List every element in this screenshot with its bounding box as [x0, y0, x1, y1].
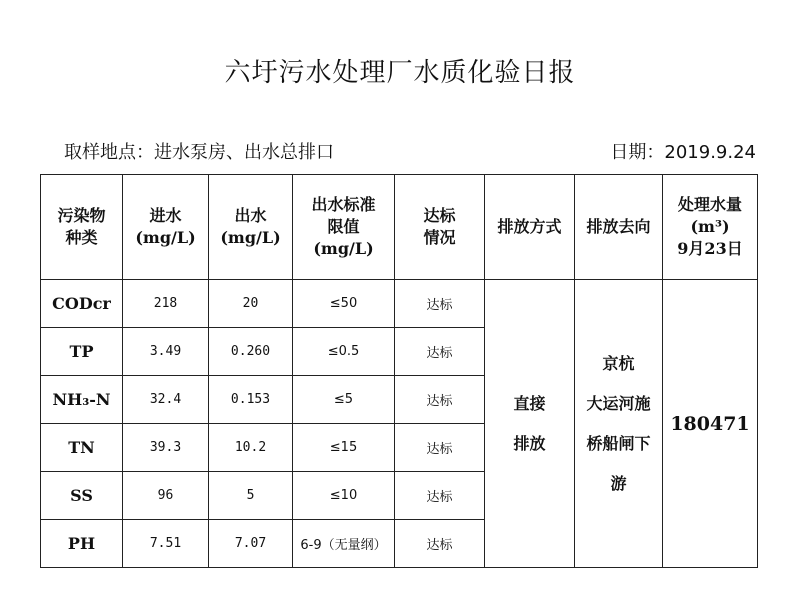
header-discharge-method: 排放方式 [485, 175, 575, 280]
header-inflow: 进水 (mg/L) [123, 175, 209, 280]
standard-limit: ≤0.5 [293, 328, 395, 376]
compliance-status: 达标 [395, 376, 485, 424]
pollutant-name: CODcr [41, 280, 123, 328]
inflow-value: 32.4 [123, 376, 209, 424]
volume-cell: 180471 [663, 280, 758, 568]
outflow-value: 20 [209, 280, 293, 328]
pollutant-name: PH [41, 520, 123, 568]
compliance-status: 达标 [395, 472, 485, 520]
outflow-value: 0.153 [209, 376, 293, 424]
inflow-value: 3.49 [123, 328, 209, 376]
outflow-value: 7.07 [209, 520, 293, 568]
header-discharge-dest: 排放去向 [575, 175, 663, 280]
discharge-method-cell: 直接 排放 [485, 280, 575, 568]
report-date: 日期：2019.9.24 [610, 142, 756, 163]
pollutant-name: SS [41, 472, 123, 520]
standard-limit: ≤10 [293, 472, 395, 520]
compliance-status: 达标 [395, 328, 485, 376]
report-title: 六圩污水处理厂水质化验日报 [224, 58, 576, 88]
inflow-value: 39.3 [123, 424, 209, 472]
compliance-status: 达标 [395, 280, 485, 328]
inflow-value: 96 [123, 472, 209, 520]
water-quality-table [40, 174, 758, 568]
header-volume: 处理水量 (m³) 9月23日 [663, 175, 758, 280]
header-outflow: 出水 (mg/L) [209, 175, 293, 280]
pollutant-name: TN [41, 424, 123, 472]
outflow-value: 10.2 [209, 424, 293, 472]
standard-limit: ≤50 [293, 280, 395, 328]
inflow-value: 218 [123, 280, 209, 328]
compliance-status: 达标 [395, 520, 485, 568]
header-standard: 出水标准 限值 (mg/L) [293, 175, 395, 280]
standard-limit: ≤15 [293, 424, 395, 472]
standard-limit: ≤5 [293, 376, 395, 424]
pollutant-name: NH₃-N [41, 376, 123, 424]
compliance-status: 达标 [395, 424, 485, 472]
inflow-value: 7.51 [123, 520, 209, 568]
table-row [41, 280, 758, 328]
standard-limit: 6-9（无量纲） [293, 520, 395, 568]
sampling-location: 取样地点：进水泵房、出水总排口 [64, 142, 334, 163]
outflow-value: 5 [209, 472, 293, 520]
outflow-value: 0.260 [209, 328, 293, 376]
header-compliance: 达标 情况 [395, 175, 485, 280]
header-pollutant: 污染物 种类 [41, 175, 123, 280]
header-row [41, 175, 758, 280]
pollutant-name: TP [41, 328, 123, 376]
discharge-dest-cell: 京杭 大运河施 桥船闸下 游 [575, 280, 663, 568]
